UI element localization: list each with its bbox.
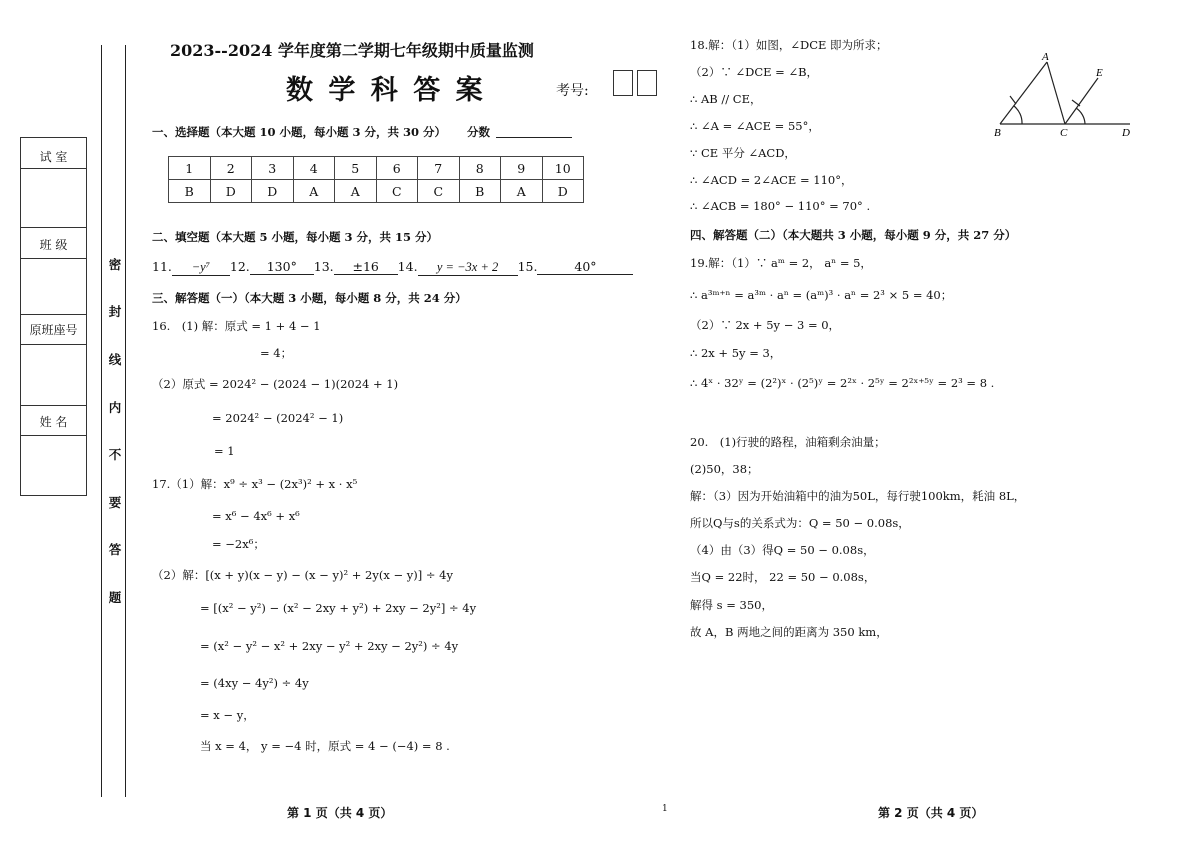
fill-blank-row (152, 259, 633, 276)
q16-line: 16. (1) 解：原式 = 1 + 4 − 1 (152, 319, 321, 333)
page-footer-left: 第 1 页（共 4 页） (287, 806, 393, 820)
table-cell: 5 (335, 157, 377, 180)
table-cell: A (501, 180, 543, 203)
page-footer-right: 第 2 页（共 4 页） (878, 806, 984, 820)
fill-num: 15. (517, 259, 538, 274)
q19-line: 19.解：（1）∵ aᵐ = 2， aⁿ = 5， (690, 256, 872, 270)
table-cell: 1 (169, 157, 211, 180)
table-cell: 9 (501, 157, 543, 180)
table-cell: C (418, 180, 460, 203)
fill-answer: 40° (537, 259, 633, 275)
page-title: 数 学 科 答 案 (286, 75, 486, 106)
point-label: A (1042, 51, 1049, 63)
fill-num: 13. (313, 259, 334, 274)
q20-line: 故 A，B 两地之间的距离为 350 km， (690, 625, 888, 639)
seal-char: 封 (108, 304, 122, 319)
class-label: 班 级 (39, 238, 68, 252)
binding-divider (21, 168, 86, 169)
seal-char: 题 (108, 590, 122, 605)
seal-char: 线 (108, 352, 122, 367)
q18-line: （2）∵ ∠DCE = ∠B， (690, 65, 819, 79)
table-cell: B (169, 180, 211, 203)
table-cell: A (293, 180, 335, 203)
fill-answer: ±16 (334, 259, 398, 275)
binding-divider (21, 227, 86, 228)
q16-line: = 4； (260, 346, 293, 360)
q20-line: （4）由（3）得Q = 50 − 0.08s， (690, 543, 875, 557)
q17-line: 17.（1）解：x⁹ ÷ x³ − (2x³)² + x · x⁵ (152, 477, 358, 491)
angle-arc-c (1076, 108, 1085, 124)
section-4-heading: 四、解答题（二）（本大题共 3 小题，每小题 9 分，共 27 分） (690, 228, 1017, 242)
binding-divider (21, 258, 86, 259)
exam-number-box (637, 70, 657, 96)
q20-line: 解：（3）因为开始油箱中的油为50L，每行驶100km，耗油 8L， (690, 489, 1026, 503)
binding-line-left (101, 45, 102, 797)
q18-line: ∴ ∠ACB = 180° − 110° = 70° . (690, 199, 871, 213)
section-2-heading: 二、填空题（本大题 5 小题，每小题 3 分，共 15 分） (152, 230, 439, 244)
q20-line: 所以Q与s的关系式为：Q = 50 − 0.08s， (690, 516, 910, 530)
seal-char: 内 (108, 400, 122, 415)
binding-divider (21, 314, 86, 315)
binding-divider (21, 344, 86, 345)
table-row-answers (169, 180, 584, 203)
exam-room-label: 试 室 (39, 150, 68, 164)
fill-answer: y = −3x + 2 (418, 260, 518, 276)
table-cell: D (210, 180, 252, 203)
fill-answer: −y⁷ (172, 260, 230, 276)
table-cell: A (335, 180, 377, 203)
exam-number-box (613, 70, 633, 96)
table-cell: 4 (293, 157, 335, 180)
seal-char: 要 (108, 495, 122, 510)
section-1-heading: 一、选择题（本大题 10 小题，每小题 3 分，共 30 分） (152, 125, 447, 139)
line-ce (1065, 78, 1098, 124)
q17-line: = [(x² − y²) − (x² − 2xy + y²) + 2xy − 2y²] ÷ 4y (200, 601, 477, 615)
seal-char: 不 (108, 447, 122, 462)
score-blank (496, 124, 572, 138)
seal-char: 答 (108, 542, 122, 557)
choice-answer-table (168, 156, 584, 203)
q17-line: = (x² − y² − x² + 2xy − y² + 2xy − 2y²) ÷ 4y (200, 639, 459, 653)
q17-line: （2）解：[(x + y)(x − y) − (x − y)² + 2y(x − y)] ÷ 4y (152, 568, 453, 582)
table-cell: 8 (459, 157, 501, 180)
q16-line: = 1 (214, 444, 235, 458)
q20-line: 当Q = 22时， 22 = 50 − 0.08s， (690, 570, 876, 584)
table-cell: 3 (252, 157, 294, 180)
table-cell: C (376, 180, 418, 203)
table-cell: D (252, 180, 294, 203)
fill-num: 11. (152, 259, 172, 274)
table-cell: 10 (542, 157, 584, 180)
table-row-numbers (169, 157, 584, 180)
q20-line: (2)50，38； (690, 462, 759, 476)
binding-line-right (125, 45, 126, 797)
point-label: E (1096, 67, 1103, 79)
fill-num: 12. (229, 259, 250, 274)
q17-line: = (4xy − 4y²) ÷ 4y (200, 676, 309, 690)
q18-line: ∴ ∠A = ∠ACE = 55°， (690, 119, 820, 133)
line-ac (1047, 62, 1065, 124)
seat-number-label: 原班座号 (29, 323, 78, 337)
q18-line: ∴ AB // CE， (690, 92, 762, 106)
q20-line: 20. (1)行驶的路程，油箱剩余油量； (690, 435, 886, 449)
q17-line: = x − y， (200, 708, 255, 722)
line-ab (1000, 62, 1047, 124)
table-cell: 2 (210, 157, 252, 180)
table-cell: 7 (418, 157, 460, 180)
binding-info-box (20, 137, 87, 496)
exam-title: 2023--2024 学年度第二学期七年级期中质量监测 (170, 41, 534, 60)
q19-line: （2）∵ 2x + 5y − 3 = 0， (690, 318, 841, 332)
point-label: C (1060, 127, 1068, 139)
q19-line: ∴ 2x + 5y = 3， (690, 346, 782, 360)
q18-line: ∴ ∠ACD = 2∠ACE = 110°， (690, 173, 853, 187)
exam-number-label: 考号: (556, 83, 589, 99)
table-cell: D (542, 180, 584, 203)
q17-line: = −2x⁶； (212, 537, 265, 551)
score-label: 分数 (467, 125, 490, 139)
table-cell: B (459, 180, 501, 203)
section-3-heading: 三、解答题（一）（本大题 3 小题，每小题 8 分，共 24 分） (152, 291, 467, 305)
binding-divider (21, 435, 86, 436)
fill-answer: 130° (250, 259, 314, 275)
arc-mark (1010, 96, 1016, 104)
q20-line: 解得 s = 350， (690, 598, 773, 612)
triangle-figure (990, 48, 1140, 140)
point-label: B (994, 127, 1001, 139)
fill-num: 14. (397, 259, 418, 274)
angle-arc-b (1014, 106, 1022, 124)
arc-mark (1072, 100, 1080, 106)
name-label: 姓 名 (39, 415, 68, 429)
q19-line: ∴ a³ᵐ⁺ⁿ = a³ᵐ · aⁿ = (aᵐ)³ · aⁿ = 2³ × 5 = 40； (690, 288, 953, 302)
table-cell: 6 (376, 157, 418, 180)
q18-line: ∵ CE 平分 ∠ACD， (690, 146, 796, 160)
seal-char: 密 (108, 257, 122, 272)
page-number-center: 1 (662, 804, 668, 814)
binding-divider (21, 405, 86, 406)
q18-line: 18.解：（1）如图，∠DCE 即为所求； (690, 38, 888, 52)
q16-line: （2）原式 = 2024² − (2024 − 1)(2024 + 1) (152, 377, 399, 391)
q17-line: 当 x = 4， y = −4 时，原式 = 4 − (−4) = 8 . (200, 739, 450, 753)
point-label: D (1122, 127, 1130, 139)
q19-line: ∴ 4ˣ · 32ʸ = (2²)ˣ · (2⁵)ʸ = 2²ˣ · 2⁵ʸ = 2²ˣ⁺⁵ʸ = 2³ = 8 . (690, 376, 995, 390)
q17-line: = x⁶ − 4x⁶ + x⁶ (212, 509, 300, 523)
q16-line: = 2024² − (2024² − 1) (212, 411, 344, 425)
